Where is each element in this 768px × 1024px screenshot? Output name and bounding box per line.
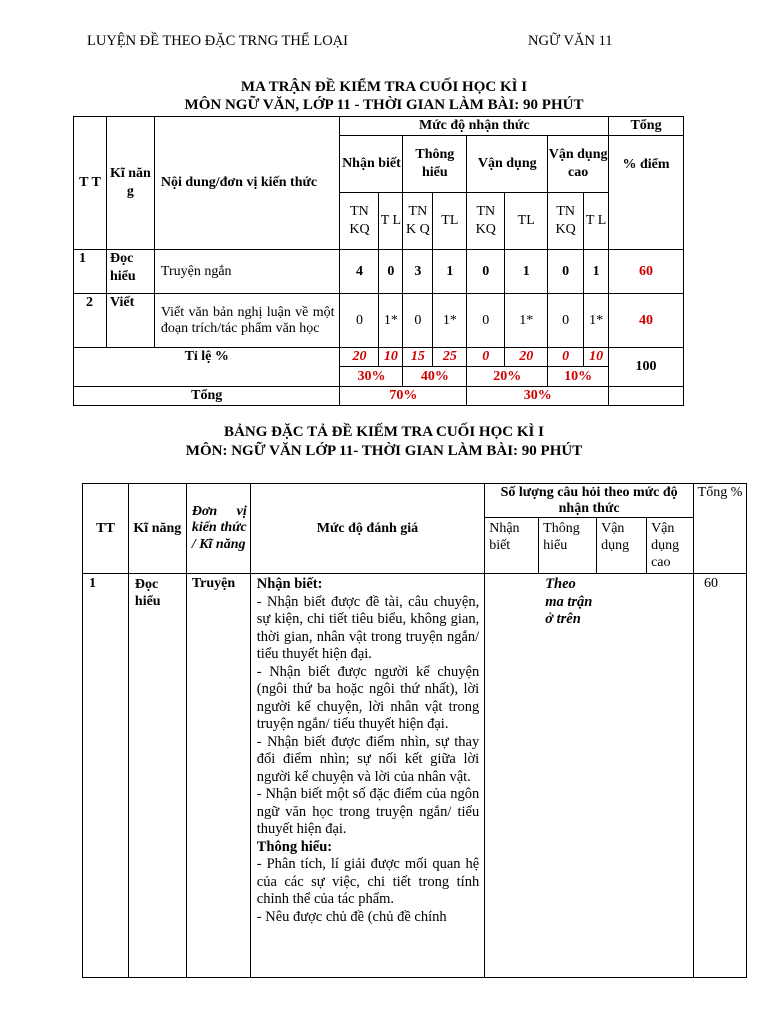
row-content: Viết văn bản nghị luận về một đoạn trích/tác phẩm văn học: [154, 294, 340, 348]
sum-empty: [609, 387, 684, 406]
ratio-value: 0: [548, 348, 584, 367]
cell-value: 0: [379, 250, 403, 294]
heading-thong-hieu: Thông hiểu:: [256, 838, 333, 855]
matrix-title: MA TRẬN ĐỀ KIỂM TRA CUỐI HỌC KÌ I: [240, 79, 528, 95]
table-row: [74, 294, 684, 348]
spec-title: BẢNG ĐẶC TẢ ĐỀ KIẾM TRA CUỐI HỌC KÌ I: [224, 424, 544, 440]
table-row: [83, 574, 747, 978]
row-skill: Đọc hiểu: [106, 250, 154, 294]
matrix-table: [73, 116, 684, 406]
header-right: NGỮ VĂN 11: [528, 33, 613, 49]
row-description: [250, 574, 484, 978]
cell-value: 3: [403, 250, 433, 294]
row-tt: 1: [74, 250, 107, 294]
ratio-value: 20: [505, 348, 548, 367]
sub-header: TN KQ: [548, 193, 584, 250]
ratio-total: 100: [609, 348, 684, 387]
col-tt: TT: [83, 484, 129, 574]
ratio-value: 15: [403, 348, 433, 367]
cell-value: 1: [584, 250, 609, 294]
cell-value: 1*: [505, 294, 548, 348]
sub-header: TN KQ: [467, 193, 505, 250]
cell-value: 0: [467, 250, 505, 294]
table-row: [74, 250, 684, 294]
level-th: Thông hiểu: [539, 518, 597, 574]
row-tt: 1: [83, 574, 129, 978]
row-skill: Viết: [106, 294, 154, 348]
row-total: 60: [609, 250, 684, 294]
description-line: - Nhận biết được người kể chuyện (ngôi thứ ba hoặc ngôi thứ nhất), lời người kể chuyện, lời nhân vật trong truyện ngắn/ tiểu thuyết hiện đại.: [256, 663, 480, 732]
level-nb: Nhận biết: [340, 136, 403, 193]
matrix-subtitle: MÔN NGỮ VĂN, LỚP 11 - THỜI GIAN LÀM BÀI: 90 PHÚT: [184, 97, 584, 113]
sub-header: TL: [433, 193, 467, 250]
heading-nhan-biet: Nhận biết:: [256, 576, 323, 592]
description-line: - Nêu được chủ đề (chủ đề chính: [256, 908, 447, 925]
level-vdc: Vận dụng cao: [548, 136, 609, 193]
cell-value: 0: [403, 294, 433, 348]
cell-value: 1*: [584, 294, 609, 348]
row-total: 40: [609, 294, 684, 348]
ratio-group: 20%: [467, 367, 548, 387]
ratio-group: 10%: [548, 367, 609, 387]
header-left: LUYỆN ĐỀ THEO ĐẶC TRNG THỂ LOẠI: [87, 33, 348, 49]
col-level: Mức độ đánh giá: [250, 484, 484, 574]
row-unit: Truyện: [186, 574, 250, 978]
ratio-label: Tỉ lệ %: [74, 348, 340, 387]
description-line: - Nhận biết được đề tài, câu chuyện, sự kiện, chi tiết tiêu biểu, không gian, thời gian, nhân vật trong truyện ngắn/ tiểu thuyết hiện đại.: [256, 593, 480, 662]
ratio-value: 10: [584, 348, 609, 367]
description-line: - Nhận biết được điểm nhìn, sự thay đổi điểm nhìn; sự nối kết giữa lời người kể chuyện và lời của nhân vật.: [256, 733, 480, 785]
count-note: Theo ma trận ở trên: [545, 576, 593, 627]
ratio-group: 40%: [403, 367, 467, 387]
sub-header: TL: [505, 193, 548, 250]
cell-value: 0: [340, 294, 379, 348]
cell-value: 1: [433, 250, 467, 294]
level-nb: Nhận biết: [485, 518, 539, 574]
cell-value: 0: [548, 294, 584, 348]
sum-group: 70%: [340, 387, 467, 406]
sum-row: [74, 387, 684, 406]
sub-header: TN KQ: [340, 193, 379, 250]
row-total: 60: [694, 574, 747, 978]
row-tt: 2: [74, 294, 107, 348]
col-content: Nội dung/đơn vị kiến thức: [154, 117, 340, 250]
sum-label: Tổng: [74, 387, 340, 406]
ratio-value: 20: [340, 348, 379, 367]
col-skill: Kĩ năn g: [106, 117, 154, 250]
ratio-value: 25: [433, 348, 467, 367]
level-vd: Vận dụng: [597, 518, 647, 574]
sum-group: 30%: [467, 387, 609, 406]
sub-header: T L: [379, 193, 403, 250]
spec-subtitle: MÔN: NGỮ VĂN LỚP 11- THỜI GIAN LÀM BÀI: 90 PHÚT: [185, 443, 583, 459]
description-line: - Phân tích, lí giải được mối quan hệ của các sự việc, chi tiết trong tính chỉnh thể của tác phẩm.: [256, 856, 480, 907]
cell-value: 1: [505, 250, 548, 294]
ratio-value: 0: [467, 348, 505, 367]
row-content: Truyện ngắn: [154, 250, 340, 294]
level-vdc: Vận dụng cao: [647, 518, 694, 574]
cell-value: 4: [340, 250, 379, 294]
col-total: Tổng: [609, 117, 684, 136]
description-line: - Nhận biết một số đặc điểm của ngôn ngữ văn học trong truyện ngắn/ tiểu thuyết hiện đại.: [256, 786, 480, 837]
cell-value: 0: [467, 294, 505, 348]
ratio-value: 10: [379, 348, 403, 367]
cell-value: 0: [548, 250, 584, 294]
count-cell: [485, 574, 694, 978]
col-unit: Đơn vị kiến thức / Kĩ năng: [186, 484, 250, 574]
row-skill: Đọc hiểu: [128, 574, 186, 978]
level-vd: Vận dụng: [467, 136, 548, 193]
col-pct: % điểm: [609, 136, 684, 250]
col-total: Tổng %: [694, 484, 747, 574]
sub-header: TN K Q: [403, 193, 433, 250]
ratio-row: [74, 348, 684, 367]
col-tt: T T: [74, 117, 107, 250]
col-count: Số lượng câu hỏi theo mức độ nhận thức: [485, 484, 694, 518]
cell-value: 1*: [433, 294, 467, 348]
col-level: Mức độ nhận thức: [340, 117, 609, 136]
ratio-group: 30%: [340, 367, 403, 387]
sub-header: T L: [584, 193, 609, 250]
cell-value: 1*: [379, 294, 403, 348]
col-skill: Kĩ năng: [128, 484, 186, 574]
level-th: Thông hiểu: [403, 136, 467, 193]
spec-table: [82, 483, 747, 978]
